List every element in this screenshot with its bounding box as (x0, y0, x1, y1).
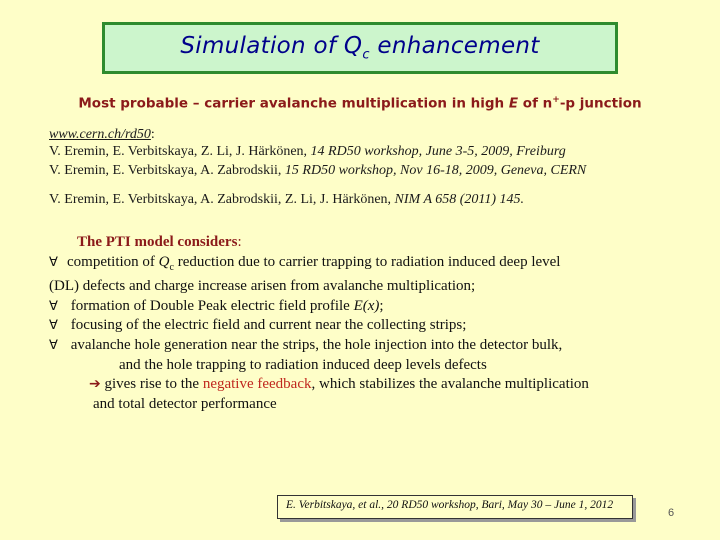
slide-title: Simulation of $Q_c$ enhancement (180, 33, 540, 63)
bullet-focusing: ∀ focusing of the electric field and current near the collecting strips; (49, 316, 714, 336)
slide-subtitle: Most probable – carrier avalanche multiplication in high E of n+-p junction (78, 95, 642, 112)
footer-citation: E. Verbitskaya, et al., 20 RD50 workshop, Bari, May 30 – June 1, 2012 (277, 495, 633, 519)
title-box (102, 22, 618, 74)
bullet-competition-cont: (DL) defects and charge increase arisen from avalanche multiplication; (49, 278, 476, 295)
check-v-bullet-icon: ∀ (49, 337, 58, 353)
bullet-avalanche: ∀ avalanche hole generation near the strips, the hole injection into the detector bulk, (49, 336, 714, 356)
check-v-bullet-icon: ∀ (49, 254, 58, 270)
page-number: 6 (668, 507, 675, 519)
arrow-line-cont: and total detector performance (93, 395, 277, 412)
rd50-link-line: www.cern.ch/rd50: (49, 127, 155, 142)
bullet-double-peak: ∀ formation of Double Peak electric field profile E(x); (49, 297, 714, 317)
right-arrow-icon: ➔ (89, 376, 101, 393)
bullet-avalanche-cont: and the hole trapping to radiation induced deep levels defects (119, 356, 487, 373)
pti-model-section (49, 233, 714, 414)
reference-1: V. Eremin, E. Verbitskaya, Z. Li, J. Härkönen, 14 RD50 workshop, June 3-5, 2009, Freiburg (49, 144, 566, 159)
check-v-bullet-icon: ∀ (49, 318, 58, 334)
reference-3: V. Eremin, E. Verbitskaya, A. Zabrodskii, Z. Li, J. Härkönen, NIM A 658 (2011) 145. (49, 192, 525, 207)
check-v-bullet-icon: ∀ (49, 298, 58, 314)
bullet-competition: ∀ competition of $Q_c$ reduction due to carrier trapping to radiation induced deep level (49, 253, 561, 273)
pti-heading: The PTI model considers: (77, 234, 242, 250)
arrow-line: ➔ gives rise to the negative feedback, which stabilizes the avalanche multiplication (89, 376, 589, 393)
rd50-link[interactable]: www.cern.ch/rd50 (49, 127, 151, 142)
reference-2: V. Eremin, E. Verbitskaya, A. Zabrodskii, 15 RD50 workshop, Nov 16-18, 2009, Geneva, CERN (49, 163, 587, 178)
